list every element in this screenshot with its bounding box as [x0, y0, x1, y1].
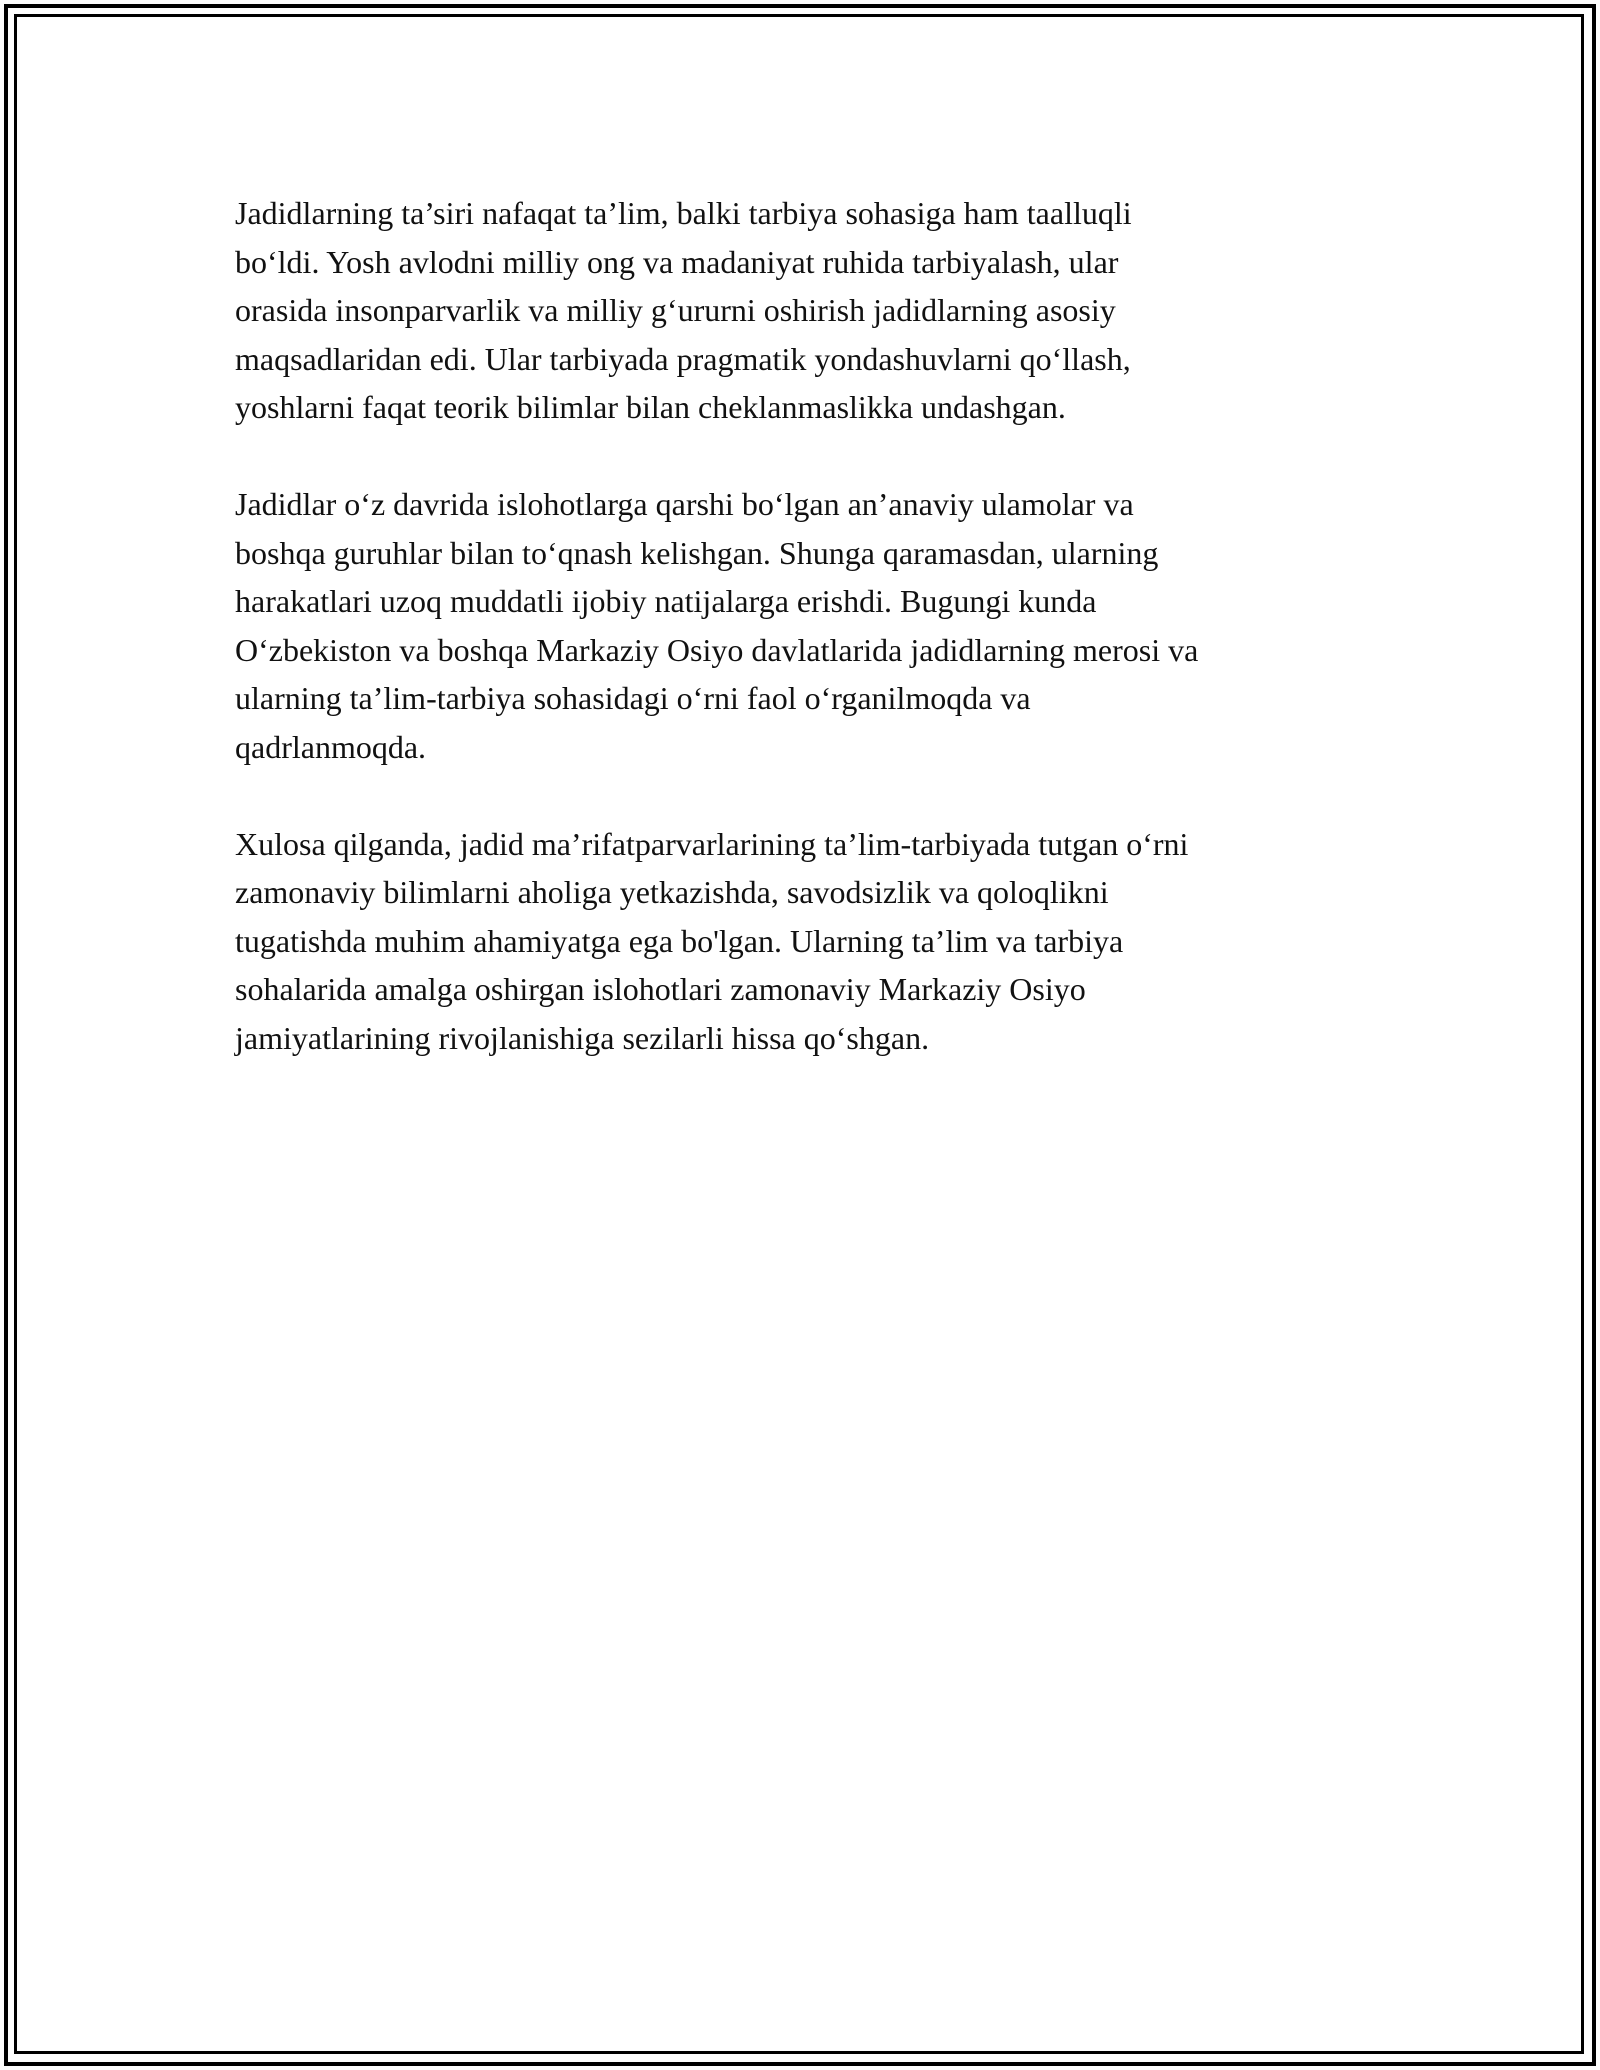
text-line: yoshlarni faqat teorik bilimlar bilan cheklanmaslikka undashgan.: [235, 389, 1066, 425]
text-line: maqsadlaridan edi. Ular tarbiyada pragmatik yondashuvlarni qo‘llash,: [235, 340, 1131, 377]
text-line: Jadidlar o‘z davrida islohotlarga qarshi bo‘lgan an’anaviy ulamolar va: [235, 486, 1134, 522]
text-line: orasida insonparvarlik va milliy g‘ururni oshirish jadidlarning asosiy: [235, 292, 1116, 328]
paragraph-1: [235, 189, 1355, 432]
text-line: bo‘ldi. Yosh avlodni milliy ong va madaniyat ruhida tarbiyalash, ular: [235, 243, 1119, 280]
text-line: Xulosa qilganda, jadid ma’rifatparvarlarining ta’lim-tarbiyada tutgan o‘rni: [235, 825, 1189, 862]
text-line: boshqa guruhlar bilan to‘qnash kelishgan. Shunga qaramasdan, ularning: [235, 534, 1159, 571]
text-line: tugatishda muhim ahamiyatga ega bo'lgan. Ularning ta’lim va tarbiya: [235, 922, 1124, 959]
text-line: jamiyatlarining rivojlanishiga sezilarli hissa qo‘shgan.: [235, 1019, 930, 1056]
text-line: harakatlari uzoq muddatli ijobiy natijalarga erishdi. Bugungi kunda: [235, 583, 1097, 619]
text-line: sohalarida amalga oshirgan islohotlari zamonaviy Markaziy Osiyo: [235, 971, 1086, 1007]
text-line: qadrlanmoqda.: [235, 728, 427, 765]
document-body: [235, 189, 1355, 1111]
paragraph-2: [235, 480, 1355, 771]
text-line: zamonaviy bilimlarni aholiga yetkazishda, savodsizlik va qoloqlikni: [235, 874, 1109, 910]
paragraph-3: [235, 820, 1355, 1063]
text-line: Jadidlarning ta’siri nafaqat ta’lim, balki tarbiya sohasiga ham taalluqli: [235, 195, 1132, 231]
text-line: ularning ta’lim-tarbiya sohasidagi o‘rni faol o‘rganilmoqda va: [235, 680, 1031, 716]
text-line: O‘zbekiston va boshqa Markaziy Osiyo davlatlarida jadidlarning merosi va: [235, 631, 1199, 668]
